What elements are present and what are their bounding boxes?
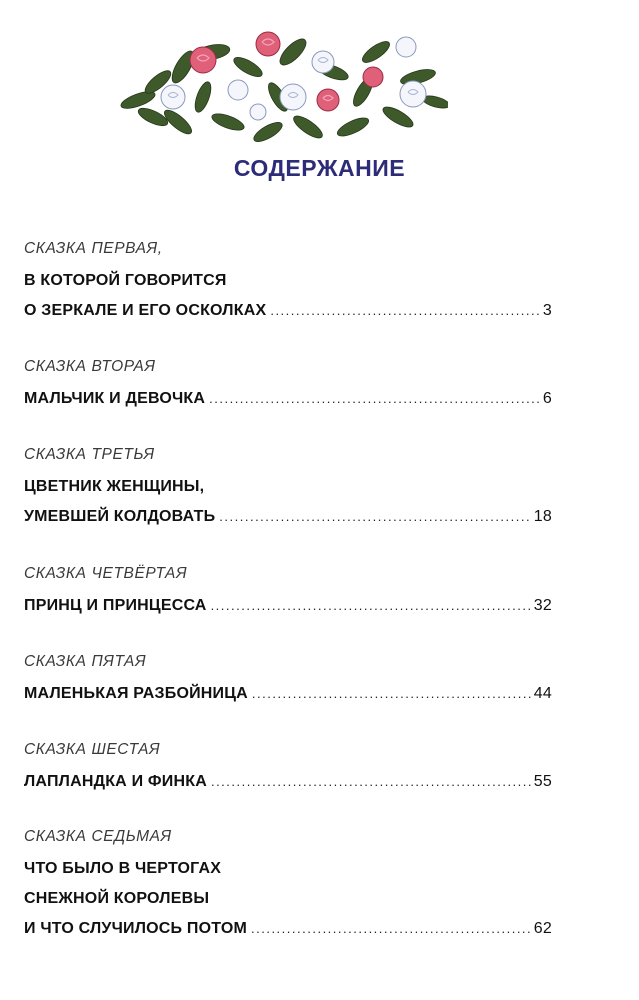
tale-title-line — [24, 679, 552, 709]
tale-title-line: В КОТОРОЙ ГОВОРИТСЯ — [24, 272, 227, 289]
page-number: 18 — [533, 508, 552, 525]
tale-title-line — [24, 502, 552, 532]
tale-title-text: О ЗЕРКАЛЕ И ЕГО ОСКОЛКАХ — [24, 302, 267, 319]
tale-title-line — [24, 384, 552, 414]
tale-title-text: МАЛЬЧИК И ДЕВОЧКА — [24, 390, 206, 407]
toc-entry[interactable] — [24, 563, 552, 621]
tale-label: СКАЗКА ВТОРАЯ — [24, 358, 156, 375]
tale-title-text: И ЧТО СЛУЧИЛОСЬ ПОТОМ — [24, 920, 247, 937]
dot-leader — [211, 591, 531, 621]
tale-label: СКАЗКА ПЯТАЯ — [24, 653, 147, 670]
toc-entry[interactable] — [24, 826, 552, 944]
toc-entry[interactable] — [24, 739, 552, 797]
toc-entry[interactable] — [24, 651, 552, 709]
page-number: 32 — [533, 597, 552, 614]
dot-leader — [252, 679, 531, 709]
dot-leader — [251, 914, 531, 944]
tale-title-line: ЦВЕТНИК ЖЕНЩИНЫ, — [24, 478, 205, 495]
tale-title-text: ЛАПЛАНДКА И ФИНКА — [24, 773, 207, 790]
tale-label: СКАЗКА ШЕСТАЯ — [24, 741, 161, 758]
page-number: 62 — [533, 920, 552, 937]
page-number: 3 — [542, 302, 552, 319]
tale-title-text: МАЛЕНЬКАЯ РАЗБОЙНИЦА — [24, 685, 248, 702]
page-number: 55 — [533, 773, 552, 790]
toc-entry[interactable] — [24, 444, 552, 532]
tale-title-line — [24, 767, 552, 797]
toc-entry[interactable] — [24, 356, 552, 414]
tale-title-text: УМЕВШЕЙ КОЛДОВАТЬ — [24, 508, 216, 525]
page-number: 6 — [542, 390, 552, 407]
tale-title-line — [24, 296, 552, 326]
dot-leader — [209, 384, 540, 414]
tale-title-line — [24, 914, 552, 944]
tale-label: СКАЗКА ЧЕТВЁРТАЯ — [24, 565, 188, 582]
tale-label: СКАЗКА ТРЕТЬЯ — [24, 446, 155, 463]
dot-leader — [219, 502, 531, 532]
page-title: СОДЕРЖАНИЕ — [233, 155, 406, 181]
page-number: 44 — [533, 685, 552, 702]
tale-label: СКАЗКА СЕДЬМАЯ — [24, 828, 172, 845]
dot-leader — [270, 296, 540, 326]
tale-label: СКАЗКА ПЕРВАЯ, — [24, 240, 163, 257]
tale-title-line: ЧТО БЫЛО В ЧЕРТОГАХ — [24, 860, 222, 877]
tale-title-text: ПРИНЦ И ПРИНЦЕССА — [24, 597, 207, 614]
rose-garland-illustration — [118, 22, 448, 152]
toc-entry[interactable] — [24, 238, 552, 326]
tale-title-line — [24, 591, 552, 621]
tale-title-line: СНЕЖНОЙ КОРОЛЕВЫ — [24, 890, 210, 907]
dot-leader — [211, 767, 531, 797]
